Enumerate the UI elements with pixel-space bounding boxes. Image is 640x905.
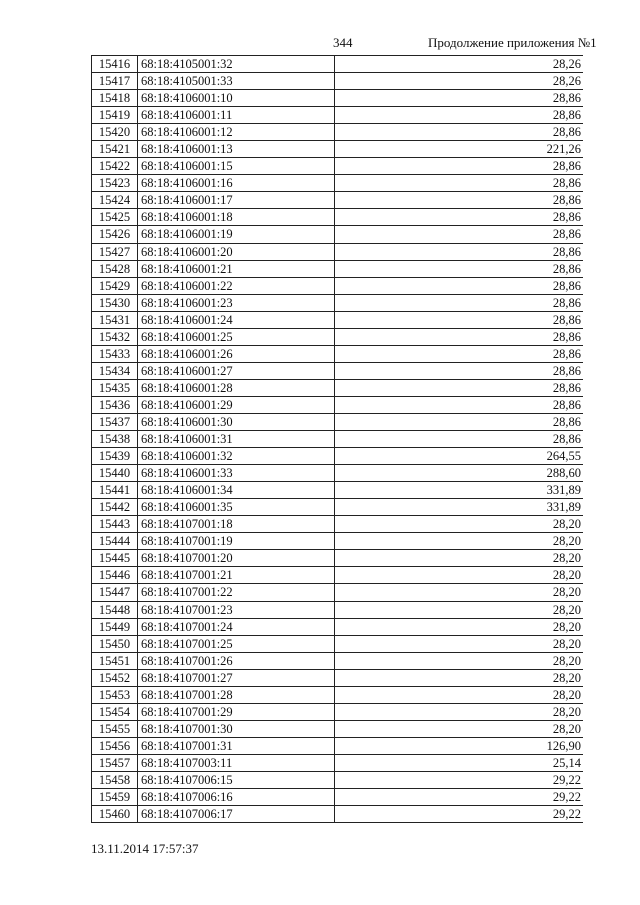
- table-row: [92, 704, 583, 721]
- cadastral-number-cell: 68:18:4106001:30: [138, 414, 335, 430]
- value-cell: [335, 329, 583, 345]
- row-number-cell: 15418: [92, 90, 138, 106]
- value-cell: [335, 226, 583, 242]
- row-number-cell: 15445: [92, 550, 138, 566]
- row-number-cell: 15424: [92, 192, 138, 208]
- table-row: [92, 73, 583, 90]
- value-cell: [335, 209, 583, 225]
- table-row: [92, 806, 583, 823]
- value-text: 28,86: [552, 329, 581, 344]
- table-row: [92, 278, 583, 295]
- table-row: [92, 738, 583, 755]
- cadastral-number-cell: 68:18:4107003:11: [138, 755, 335, 771]
- value-text: 28,20: [552, 585, 581, 600]
- cadastral-number-cell: 68:18:4107001:21: [138, 567, 335, 583]
- row-number-cell: 15450: [92, 636, 138, 652]
- cadastral-number-cell: 68:18:4107001:18: [138, 516, 335, 532]
- table-row: [92, 226, 583, 243]
- value-cell: [335, 619, 583, 635]
- row-number-cell: 15438: [92, 431, 138, 447]
- value-text: 28,20: [552, 704, 581, 719]
- cadastral-number-cell: 68:18:4106001:31: [138, 431, 335, 447]
- table-row: [92, 90, 583, 107]
- table-row: [92, 380, 583, 397]
- cadastral-number-cell: 68:18:4106001:24: [138, 312, 335, 328]
- table-row: [92, 397, 583, 414]
- value-text: 28,86: [552, 295, 581, 310]
- value-text: 28,86: [552, 414, 581, 429]
- value-cell: [335, 312, 583, 328]
- row-number-cell: 15416: [92, 56, 138, 72]
- value-cell: [335, 124, 583, 140]
- cadastral-number-cell: 68:18:4106001:17: [138, 192, 335, 208]
- value-cell: [335, 73, 583, 89]
- value-text: 28,20: [552, 619, 581, 634]
- table-row: [92, 789, 583, 806]
- table-row: [92, 192, 583, 209]
- cadastral-number-cell: 68:18:4107001:31: [138, 738, 335, 754]
- value-cell: [335, 670, 583, 686]
- value-text: 28,26: [552, 74, 581, 89]
- table-row: [92, 653, 583, 670]
- value-text: 28,86: [552, 227, 581, 242]
- value-text: 28,20: [552, 636, 581, 651]
- table-row: [92, 670, 583, 687]
- row-number-cell: 15452: [92, 670, 138, 686]
- row-number-cell: 15453: [92, 687, 138, 703]
- value-text: 28,26: [552, 57, 581, 71]
- value-cell: [335, 414, 583, 430]
- table-row: [92, 602, 583, 619]
- value-cell: [335, 806, 583, 822]
- value-cell: [335, 278, 583, 294]
- row-number-cell: 15443: [92, 516, 138, 532]
- value-text: 28,20: [552, 602, 581, 617]
- table-row: [92, 346, 583, 363]
- table-row: [92, 772, 583, 789]
- table-row: [92, 175, 583, 192]
- value-text: 28,20: [552, 670, 581, 685]
- row-number-cell: 15426: [92, 226, 138, 242]
- cadastral-number-cell: 68:18:4106001:20: [138, 244, 335, 260]
- value-cell: [335, 755, 583, 771]
- value-text: 28,86: [552, 312, 581, 327]
- value-cell: [335, 653, 583, 669]
- value-cell: [335, 584, 583, 600]
- cadastral-number-cell: 68:18:4107001:29: [138, 704, 335, 720]
- cadastral-number-cell: 68:18:4106001:27: [138, 363, 335, 379]
- value-text: 28,86: [552, 432, 581, 447]
- value-cell: [335, 192, 583, 208]
- row-number-cell: 15454: [92, 704, 138, 720]
- row-number-cell: 15436: [92, 397, 138, 413]
- table-row: [92, 584, 583, 601]
- cadastral-number-cell: 68:18:4107001:27: [138, 670, 335, 686]
- value-text: 29,22: [552, 790, 581, 805]
- value-cell: [335, 636, 583, 652]
- value-text: 28,86: [552, 176, 581, 191]
- row-number-cell: 15423: [92, 175, 138, 191]
- row-number-cell: 15441: [92, 482, 138, 498]
- value-cell: [335, 56, 583, 72]
- value-text: 264,55: [546, 449, 581, 464]
- value-text: 28,20: [552, 653, 581, 668]
- cadastral-number-cell: 68:18:4106001:34: [138, 482, 335, 498]
- row-number-cell: 15448: [92, 602, 138, 618]
- table-row: [92, 209, 583, 226]
- value-cell: [335, 431, 583, 447]
- value-text: 126,90: [546, 738, 581, 753]
- table-row: [92, 414, 583, 431]
- value-cell: [335, 380, 583, 396]
- table-row: [92, 141, 583, 158]
- value-cell: [335, 175, 583, 191]
- value-text: 29,22: [552, 807, 581, 822]
- row-number-cell: 15434: [92, 363, 138, 379]
- cadastral-number-cell: 68:18:4107001:19: [138, 533, 335, 549]
- value-cell: [335, 158, 583, 174]
- cadastral-number-cell: 68:18:4106001:26: [138, 346, 335, 362]
- cadastral-number-cell: 68:18:4107001:25: [138, 636, 335, 652]
- row-number-cell: 15442: [92, 499, 138, 515]
- cadastral-number-cell: 68:18:4106001:18: [138, 209, 335, 225]
- row-number-cell: 15425: [92, 209, 138, 225]
- row-number-cell: 15457: [92, 755, 138, 771]
- cadastral-number-cell: 68:18:4107006:17: [138, 806, 335, 822]
- table-row: [92, 499, 583, 516]
- footer-timestamp: 13.11.2014 17:57:37: [91, 841, 199, 856]
- table-row: [92, 329, 583, 346]
- value-text: 28,86: [552, 193, 581, 208]
- row-number-cell: 15444: [92, 533, 138, 549]
- value-text: 28,86: [552, 380, 581, 395]
- value-text: 28,20: [552, 568, 581, 583]
- cadastral-number-cell: 68:18:4107006:15: [138, 772, 335, 788]
- cadastral-number-cell: 68:18:4106001:33: [138, 465, 335, 481]
- value-text: 28,86: [552, 108, 581, 123]
- cadastral-number-cell: 68:18:4106001:15: [138, 158, 335, 174]
- row-number-cell: 15446: [92, 567, 138, 583]
- table-row: [92, 533, 583, 550]
- continuation-label: Продолжение приложения №1: [428, 35, 597, 50]
- cadastral-number-cell: 68:18:4107001:24: [138, 619, 335, 635]
- cadastral-number-cell: 68:18:4106001:11: [138, 107, 335, 123]
- cadastral-number-cell: 68:18:4107001:26: [138, 653, 335, 669]
- row-number-cell: 15420: [92, 124, 138, 140]
- row-number-cell: 15422: [92, 158, 138, 174]
- value-text: 28,86: [552, 244, 581, 259]
- table-row: [92, 56, 583, 73]
- row-number-cell: 15460: [92, 806, 138, 822]
- value-cell: [335, 397, 583, 413]
- cadastral-number-cell: 68:18:4106001:16: [138, 175, 335, 191]
- value-cell: [335, 721, 583, 737]
- row-number-cell: 15419: [92, 107, 138, 123]
- value-text: 28,86: [552, 91, 581, 106]
- row-number-cell: 15433: [92, 346, 138, 362]
- row-number-cell: 15459: [92, 789, 138, 805]
- value-text: 28,86: [552, 261, 581, 276]
- row-number-cell: 15451: [92, 653, 138, 669]
- cadastral-number-cell: 68:18:4106001:21: [138, 261, 335, 277]
- cadastral-number-cell: 68:18:4105001:33: [138, 73, 335, 89]
- cadastral-number-cell: 68:18:4105001:32: [138, 56, 335, 72]
- row-number-cell: 15432: [92, 329, 138, 345]
- row-number-cell: 15428: [92, 261, 138, 277]
- value-cell: [335, 602, 583, 618]
- value-cell: [335, 567, 583, 583]
- row-number-cell: 15417: [92, 73, 138, 89]
- table-row: [92, 244, 583, 261]
- value-cell: [335, 295, 583, 311]
- cadastral-number-cell: 68:18:4106001:10: [138, 90, 335, 106]
- value-cell: [335, 90, 583, 106]
- cadastral-number-cell: 68:18:4107001:22: [138, 584, 335, 600]
- value-cell: [335, 244, 583, 260]
- cadastral-number-cell: 68:18:4106001:25: [138, 329, 335, 345]
- cadastral-number-cell: 68:18:4106001:35: [138, 499, 335, 515]
- cadastral-number-cell: 68:18:4107001:20: [138, 550, 335, 566]
- value-text: 25,14: [552, 755, 581, 770]
- value-cell: [335, 789, 583, 805]
- value-text: 28,20: [552, 551, 581, 566]
- table-row: [92, 687, 583, 704]
- value-cell: [335, 704, 583, 720]
- value-text: 28,86: [552, 125, 581, 140]
- row-number-cell: 15447: [92, 584, 138, 600]
- value-cell: [335, 772, 583, 788]
- table-row: [92, 431, 583, 448]
- cadastral-number-cell: 68:18:4107006:16: [138, 789, 335, 805]
- table-row: [92, 107, 583, 124]
- page-number: 344: [333, 35, 353, 50]
- cadastral-number-cell: 68:18:4107001:30: [138, 721, 335, 737]
- table-row: [92, 465, 583, 482]
- table-row: [92, 516, 583, 533]
- cadastral-number-cell: 68:18:4107001:23: [138, 602, 335, 618]
- value-text: 28,86: [552, 397, 581, 412]
- value-cell: [335, 363, 583, 379]
- row-number-cell: 15440: [92, 465, 138, 481]
- value-cell: [335, 346, 583, 362]
- value-text: 29,22: [552, 772, 581, 787]
- table-row: [92, 636, 583, 653]
- cadastral-number-cell: 68:18:4106001:23: [138, 295, 335, 311]
- row-number-cell: 15429: [92, 278, 138, 294]
- value-text: 28,86: [552, 278, 581, 293]
- table-row: [92, 567, 583, 584]
- data-table: [91, 55, 583, 823]
- value-text: 28,20: [552, 534, 581, 549]
- table-row: [92, 619, 583, 636]
- row-number-cell: 15455: [92, 721, 138, 737]
- row-number-cell: 15458: [92, 772, 138, 788]
- row-number-cell: 15439: [92, 448, 138, 464]
- value-text: 221,26: [546, 142, 581, 157]
- cadastral-number-cell: 68:18:4106001:12: [138, 124, 335, 140]
- table-row: [92, 755, 583, 772]
- cadastral-number-cell: 68:18:4106001:32: [138, 448, 335, 464]
- table-row: [92, 482, 583, 499]
- cadastral-number-cell: 68:18:4106001:28: [138, 380, 335, 396]
- value-cell: [335, 261, 583, 277]
- table-row: [92, 124, 583, 141]
- value-text: 28,86: [552, 346, 581, 361]
- row-number-cell: 15449: [92, 619, 138, 635]
- row-number-cell: 15427: [92, 244, 138, 260]
- table-row: [92, 295, 583, 312]
- cadastral-number-cell: 68:18:4106001:22: [138, 278, 335, 294]
- table-row: [92, 261, 583, 278]
- table-row: [92, 721, 583, 738]
- row-number-cell: 15437: [92, 414, 138, 430]
- value-text: 331,89: [546, 483, 581, 498]
- table-row: [92, 363, 583, 380]
- row-number-cell: 15435: [92, 380, 138, 396]
- cadastral-number-cell: 68:18:4106001:29: [138, 397, 335, 413]
- value-cell: [335, 550, 583, 566]
- value-cell: [335, 687, 583, 703]
- value-text: 288,60: [546, 466, 581, 481]
- row-number-cell: 15456: [92, 738, 138, 754]
- cadastral-number-cell: 68:18:4106001:19: [138, 226, 335, 242]
- value-cell: [335, 107, 583, 123]
- value-text: 28,20: [552, 517, 581, 532]
- table-row: [92, 550, 583, 567]
- value-text: 28,86: [552, 159, 581, 174]
- value-cell: [335, 516, 583, 532]
- value-text: 28,86: [552, 363, 581, 378]
- table-row: [92, 448, 583, 465]
- value-text: 331,89: [546, 500, 581, 515]
- value-text: 28,20: [552, 687, 581, 702]
- table-row: [92, 158, 583, 175]
- table-row: [92, 312, 583, 329]
- value-text: 28,86: [552, 210, 581, 225]
- cadastral-number-cell: 68:18:4107001:28: [138, 687, 335, 703]
- row-number-cell: 15421: [92, 141, 138, 157]
- value-text: 28,20: [552, 721, 581, 736]
- row-number-cell: 15430: [92, 295, 138, 311]
- row-number-cell: 15431: [92, 312, 138, 328]
- value-cell: [335, 533, 583, 549]
- cadastral-number-cell: 68:18:4106001:13: [138, 141, 335, 157]
